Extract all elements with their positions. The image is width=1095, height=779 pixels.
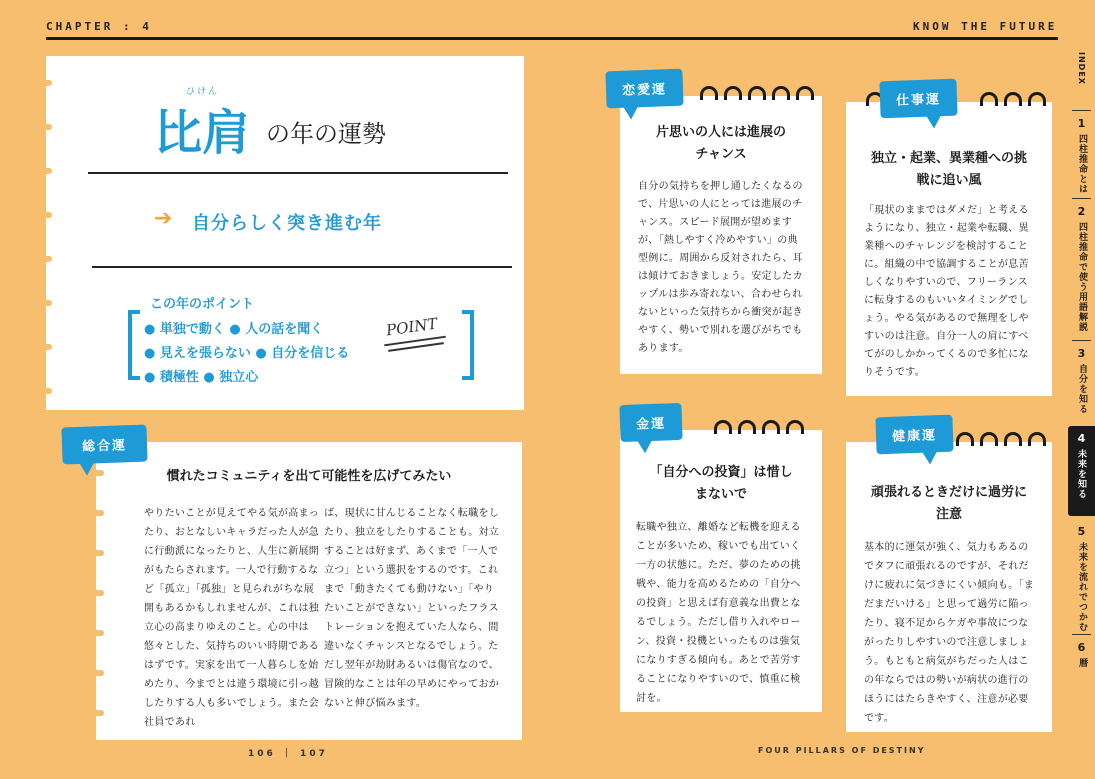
bracket-left [128, 310, 140, 380]
tab-general: 総合運 [61, 425, 147, 465]
book-title: FOUR PILLARS OF DESTINY [758, 746, 926, 755]
money-title: 「自分への投資」は惜しまないで [649, 465, 793, 502]
index-divider [1072, 198, 1091, 199]
love-body: 自分の気持ちを押し通したくなるので、片思いの人にとっては進展のチャンス。スピード展開が望めますが、「熱しやすく冷めやすい」の典型例に。周囲から反対されたら、耳は傾けておきましょう。安定したカップルは歩み寄れない、合わせられないといった気持ちから衝突が起きやすく、勢いで別れを選びがちでもあります。 [638, 181, 803, 354]
work-body: 「現状のままではダメだ」と考えるようになり、独立・起業や転職、異業種へのチャレンジを検討することに。組織の中で協調することが息苦しくなりやすいので、フリーランスに転身するのもいいタイミングでしょう。やる気があるので無理をしやすいのは注意。自分一人の肩にすべてがのしかかってくるので多忙になりそうです。 [864, 205, 1029, 378]
title-main: 比肩 [154, 105, 251, 161]
money-body: 転職や独立、離婚など転機を迎えることが多いため、稼いでも出ていく一方の状態に。ただ、夢のための挑戦や、能力を高めるための「自分への投資」と思えば有意義な出費となるでしょう。ただし借り入れやローン、投資・投機といったものは強気になりすぎる傾向も。あとで苦労することになりやすいので、慎重に検討を。 [636, 522, 801, 704]
title-sub: の年の運勢 [266, 120, 386, 148]
index-divider [1072, 110, 1091, 111]
points-line: ● 単独で動く ● 人の話を聞く [144, 322, 324, 337]
hero-card [46, 56, 524, 410]
theme-text: 自分らしく突き進む年 [192, 213, 382, 234]
index-label: INDEX [1077, 52, 1086, 85]
tab-health: 健康運 [875, 415, 953, 455]
tab-love: 恋愛運 [605, 69, 683, 109]
chapter-label: CHAPTER : 4 [46, 20, 152, 33]
title-ruby: ひけん [186, 87, 220, 97]
index-item-5[interactable]: 5 未来を流れでつかむ [1077, 525, 1087, 632]
health-title: 頑張れるときだけに過労に注意 [870, 485, 1027, 522]
work-title: 独立・起業、異業種への挑戦に追い風 [870, 151, 1027, 188]
page-numbers: 106 ｜ 107 [248, 749, 328, 759]
tab-money: 金運 [619, 403, 682, 442]
health-card [846, 442, 1052, 732]
points-line: ● 積極性 ● 独立心 [144, 370, 259, 385]
general-title: 慣れたコミュニティを出て可能性を広げてみたい [166, 469, 452, 484]
index-item-2[interactable]: 2 四柱推命で使う用語解説 [1077, 205, 1087, 332]
general-col1: やりたいことが見えてやる気が高まったり、おとなしいキャラだった人が急に行動派になったりと、人生に新展開がもたらされます。一人で行動するなど「孤立」「孤独」と見られがちな展開もあるかもしれませんが、これは独立心の高まりゆえのこと。心の中は悠々とした、気持ちのいい時期であるはずです。実家を出て一人暮らしを始めたり、今までとは違う環境に引っ越したりする人も多いでしょう。また会社員であれ [144, 508, 320, 728]
general-col2: ば、現状に甘んじることなく転職をしたり、独立をしたりすることも。対立することは好まず、あくまで「一人で立つ」という選択をするのです。これまで「動きたくても動けない」「やりたいことができない」といったフラストレーションを抱えていた人なら、間違いなくチャンスとなるでしょう。ただし翌年が劫財あるいは傷官なので、冒険的なことは年の早めにやっておかないと伸び悩みます。 [324, 508, 500, 709]
money-card [620, 430, 822, 712]
index-divider [1072, 340, 1091, 341]
health-body: 基本的に運気が強く、気力もあるのでタフに頑張れるのですが、それだけに疲れに気づきにくい傾向も。「まだまだいける」と思って過労に陥ったり、寝不足からケガや事故につながったりしやすいので注意しましょう。もともと病気がちだった人はこの年ならではの勢いが病状の進行のほうにはたらきやすく、注意が必要です。 [864, 542, 1035, 724]
section-label: KNOW THE FUTURE [913, 20, 1058, 33]
love-title: 片思いの人には進展のチャンス [655, 125, 786, 162]
index-item-1[interactable]: 1 四柱推命とは [1077, 117, 1087, 194]
tab-work: 仕事運 [879, 79, 957, 119]
points-line: ● 見えを張らない ● 自分を信じる [144, 346, 350, 361]
point-stamp: POINT [384, 314, 439, 340]
points-heading: この年のポイント [150, 297, 255, 312]
divider [88, 172, 508, 174]
header-rule [46, 37, 1058, 40]
index-sidebar [1068, 48, 1095, 738]
index-divider [1072, 634, 1091, 635]
arrow-icon: ➔ [154, 206, 173, 231]
index-item-6[interactable]: 6 暦 [1077, 641, 1087, 668]
index-item-4-active[interactable]: 4 未来を知る [1068, 426, 1095, 516]
index-item-3[interactable]: 3 自分を知る [1077, 347, 1087, 414]
divider [92, 266, 512, 268]
love-card [620, 96, 822, 374]
bracket-right [462, 310, 474, 380]
work-card [846, 102, 1052, 396]
general-card [96, 442, 522, 740]
